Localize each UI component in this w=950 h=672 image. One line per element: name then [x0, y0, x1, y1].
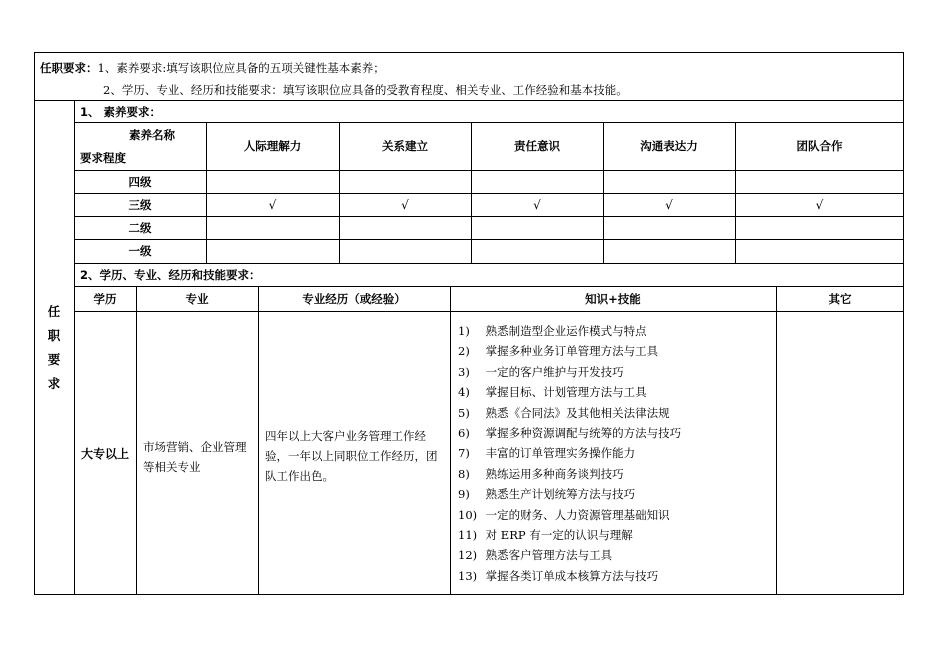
- col-divider: [258, 286, 259, 595]
- check-mark: √: [401, 197, 409, 212]
- list-item: 9) 熟悉生产计划统筹方法与技巧: [458, 487, 636, 502]
- list-item: 10) 一定的财务、人力资源管理基础知识: [458, 507, 670, 522]
- competency-col-header: 沟通表达力: [640, 139, 698, 153]
- education-value: 大专以上: [80, 446, 129, 461]
- level-label: 二级: [128, 220, 152, 235]
- qualification-col-header: 学历: [93, 291, 117, 306]
- col-divider: [136, 286, 137, 595]
- check-mark: √: [815, 197, 824, 212]
- list-item: 13) 掌握各类订单成本核算方法与技巧: [458, 568, 659, 583]
- level-label: 一级: [128, 244, 152, 258]
- level-label: 四级: [128, 174, 152, 189]
- requirements-line-2: 2、学历、专业、经历和技能要求：填写该职位应具备的受教育程度、相关专业、工作经验和基本技能。: [103, 83, 628, 97]
- skills-list: [458, 321, 681, 586]
- list-item: 2) 掌握多种业务订单管理方法与工具: [458, 344, 659, 359]
- list-item: 6) 掌握多种资源调配与统筹的方法与技巧: [458, 426, 682, 441]
- row-divider: [74, 263, 904, 264]
- side-label: 任 职 要 求: [47, 303, 61, 391]
- level-label: 三级: [128, 197, 152, 212]
- experience-value: 四年以上大客户业务管理工作经 验，一年以上同职位工作经历，团 队工作出色。: [265, 429, 438, 483]
- list-item: 5) 熟悉《合同法》及其他相关法律法规: [458, 405, 670, 420]
- list-item: 11) 对 ERP 有一定的认识与理解: [458, 528, 633, 543]
- list-item: 1) 熟悉制造型企业运作模式与特点: [458, 324, 647, 338]
- check-mark: √: [533, 197, 541, 212]
- check-mark: √: [268, 197, 277, 212]
- competency-col-header: 责任意识: [514, 139, 560, 153]
- requirements-label: 任职要求：: [40, 61, 98, 75]
- list-item: 8) 熟练运用多种商务谈判技巧: [458, 466, 624, 481]
- check-mark: √: [665, 197, 673, 212]
- corner-header-bottom: 要求程度: [80, 151, 126, 165]
- competency-section-title: 1、 素养要求：: [80, 105, 162, 119]
- qualification-section-title: 2、学历、专业、经历和技能要求：: [80, 268, 261, 282]
- competency-col-header: 关系建立: [382, 139, 428, 153]
- col-divider: [450, 286, 451, 595]
- requirements-line-1: 任职要求：1、素养要求:填写该职位应具备的五项关键性基本素养；: [40, 61, 385, 75]
- col-divider: [776, 286, 777, 595]
- competency-col-header: 团队合作: [796, 139, 843, 153]
- list-item: 12) 熟悉客户管理方法与工具: [458, 548, 613, 563]
- list-item: 4) 掌握目标、计划管理方法与工具: [458, 385, 647, 400]
- corner-header-top: 素养名称: [129, 128, 175, 142]
- row-divider: [74, 311, 904, 312]
- qualification-col-header: 知识+技能: [585, 291, 641, 306]
- list-item: 3) 一定的客户维护与开发技巧: [458, 364, 624, 379]
- qualification-col-header: 专业经历（或经验）: [302, 291, 406, 306]
- qualification-col-header: 专业: [185, 291, 209, 306]
- list-item: 7) 丰富的订单管理实务操作能力: [458, 446, 636, 461]
- row-divider: [34, 100, 904, 101]
- major-value: 市场营销、企业管理 等相关专业: [143, 440, 247, 474]
- competency-col-header: 人际理解力: [243, 139, 302, 153]
- qualification-col-header: 其它: [828, 291, 852, 306]
